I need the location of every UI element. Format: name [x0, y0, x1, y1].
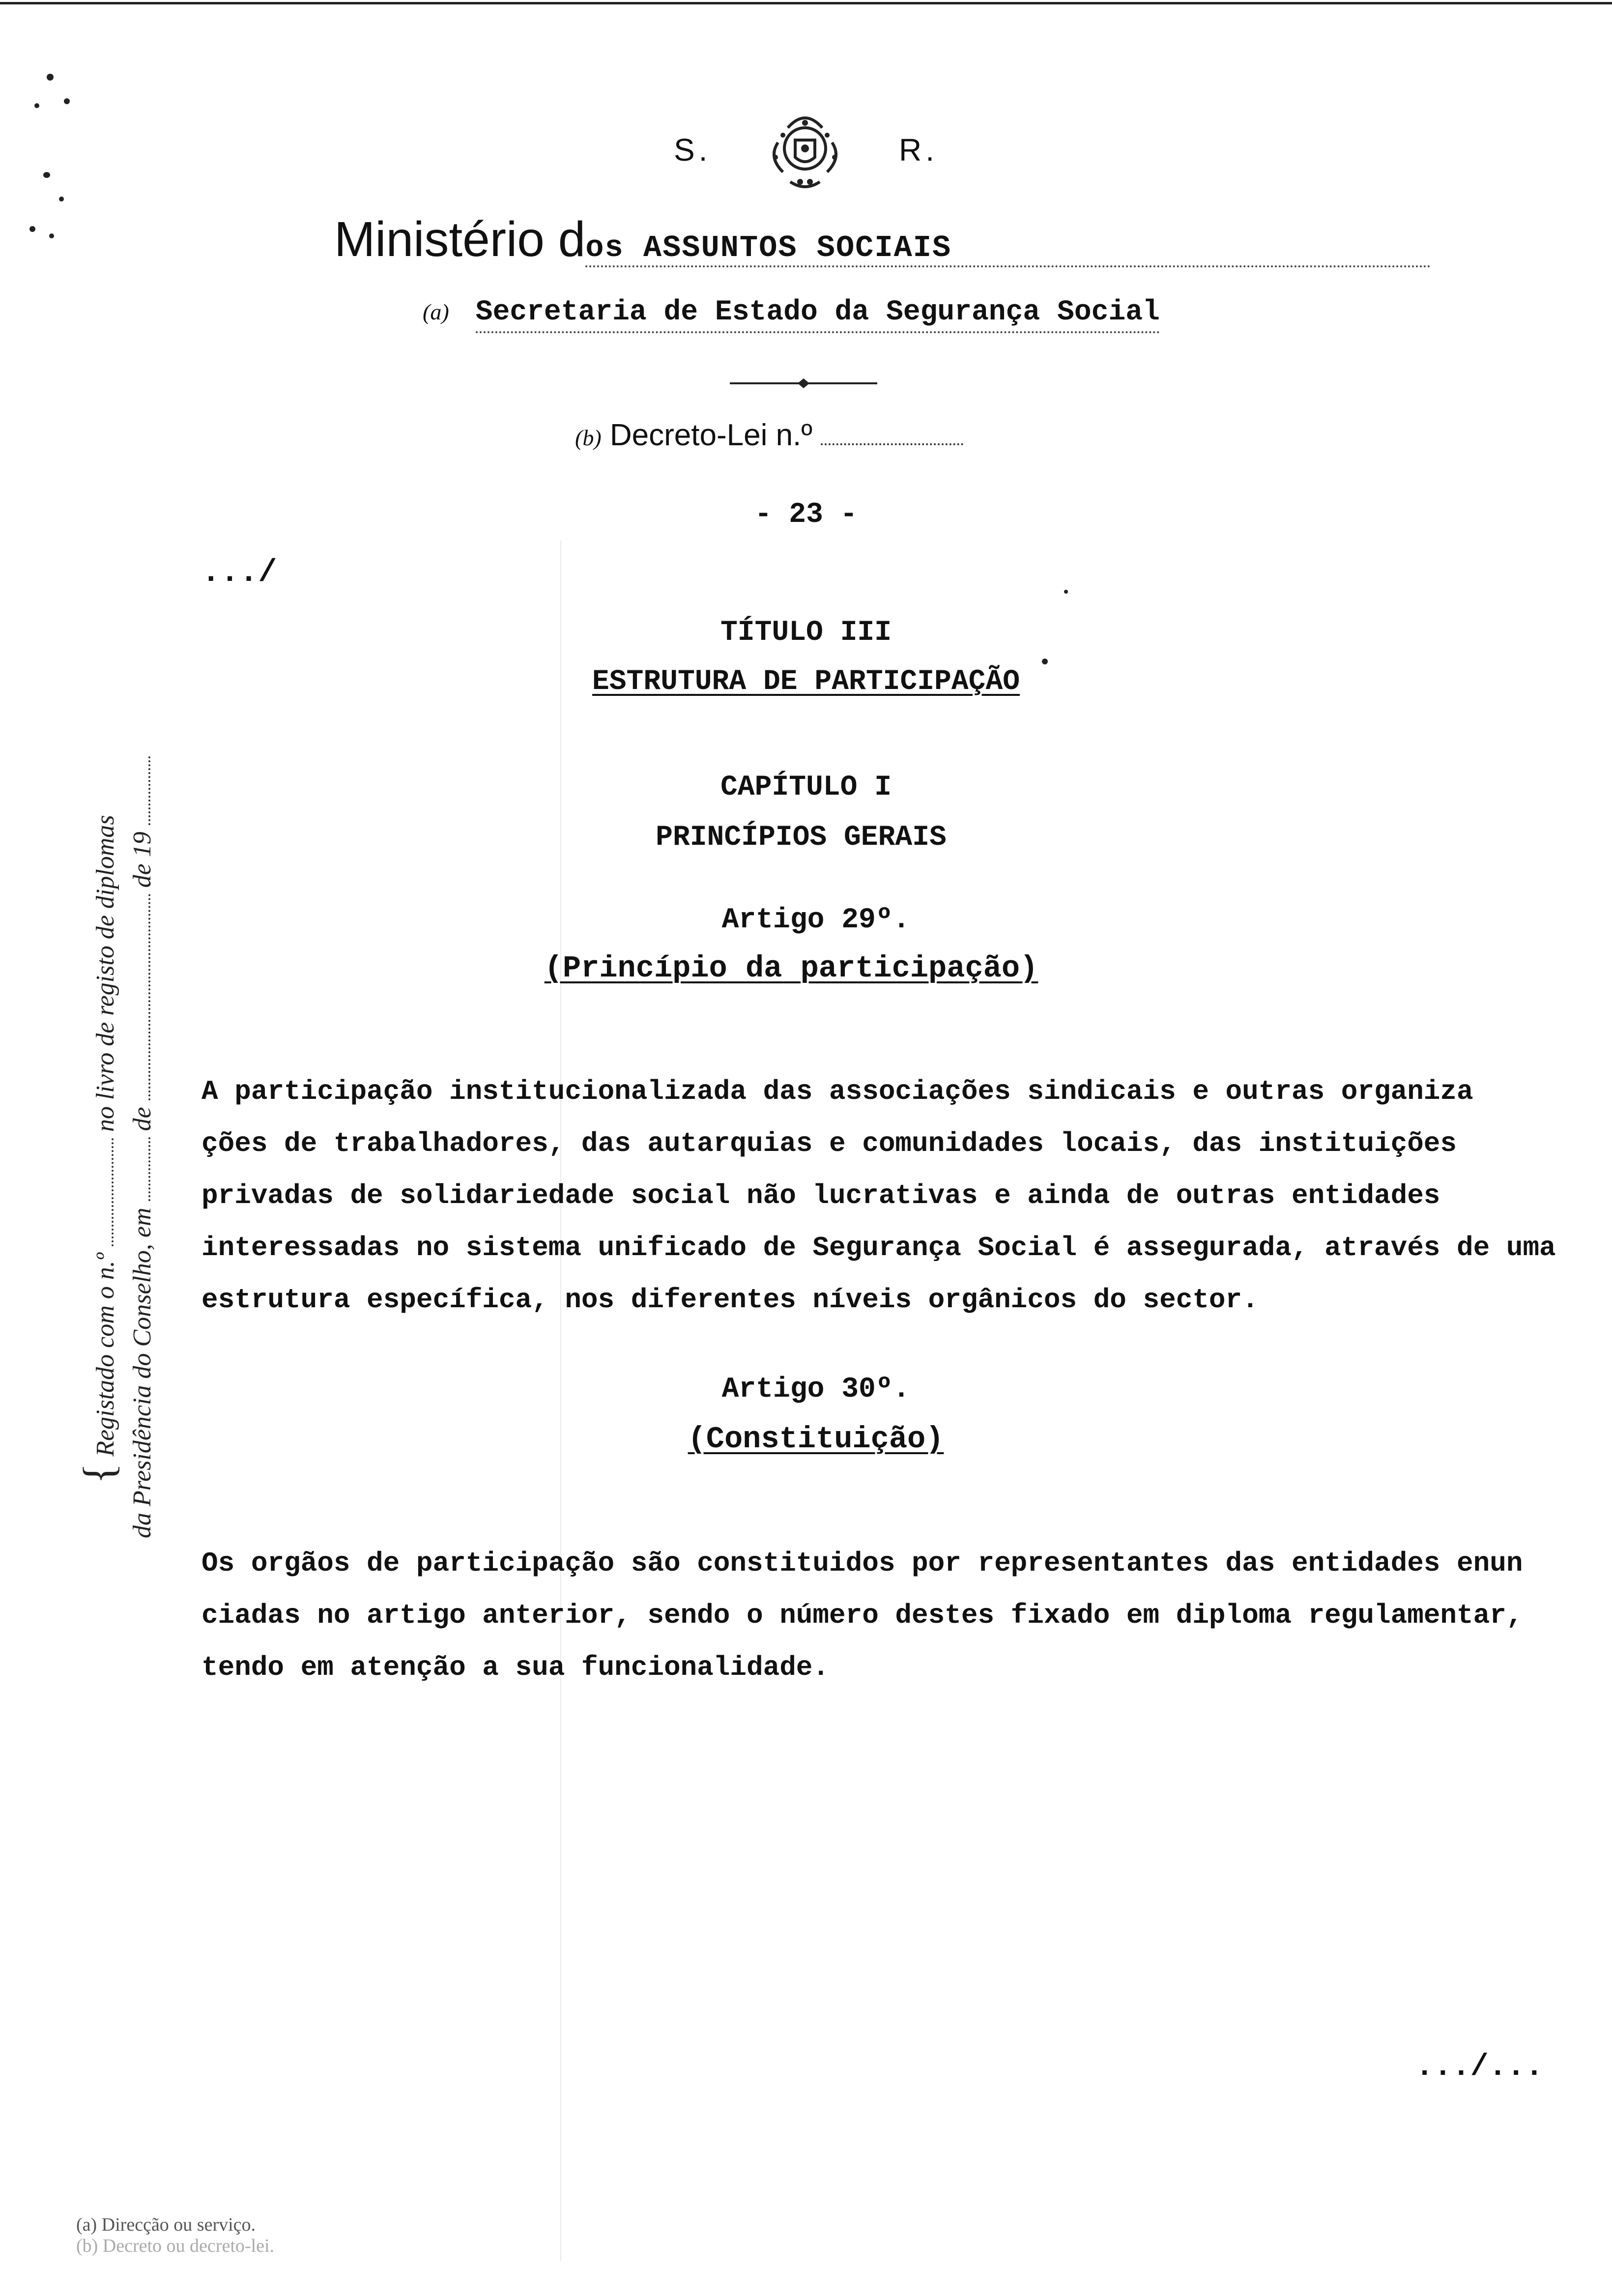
article-30-subtitle: (Constituição): [688, 1422, 944, 1457]
titulo-subtitle: ESTRUTURA DE PARTICIPAÇÃO: [592, 666, 1020, 698]
titulo-heading: TÍTULO III: [720, 617, 892, 649]
top-border: [0, 2, 1612, 4]
republic-emblem-icon: [758, 108, 852, 192]
article-29-heading: Artigo 29º.: [721, 904, 910, 936]
footnote-b: (b) Decreto ou decreto-lei.: [76, 2236, 275, 2256]
ministry-prefix: Ministério d: [334, 212, 586, 267]
article-29-line: ções de trabalhadores, das autarquias e comunidades locais, das instituições: [202, 1128, 1457, 1159]
scan-speck: [49, 233, 54, 238]
article-29-body: [202, 1065, 1578, 1326]
decreto-text: Decreto-Lei n.º: [609, 418, 812, 452]
decreto-number-blank: [821, 443, 963, 445]
scan-speck: [29, 226, 35, 232]
scan-speck: [59, 197, 64, 201]
secretaria-label: (a): [423, 299, 449, 324]
capitulo-heading: CAPÍTULO I: [720, 772, 892, 804]
article-30-body: [202, 1537, 1578, 1693]
secretaria-name: Secretaria de Estado da Segurança Social: [476, 296, 1160, 333]
scan-speck: [64, 98, 70, 104]
article-30-line: ciadas no artigo anterior, sendo o número destes fixado em diploma regulamentar,: [202, 1600, 1523, 1631]
scan-speck: [47, 74, 54, 81]
decreto-line: [575, 418, 963, 453]
footnote-a: (a) Direcção ou serviço.: [76, 2214, 256, 2235]
margin-registry-line-1: { Registado com o n.º no livro de registo de diplomas: [75, 815, 123, 1484]
article-30-heading: Artigo 30º.: [721, 1374, 910, 1406]
article-30-line: tendo em atenção a sua funcionalidade.: [202, 1652, 830, 1683]
scan-speck: [1042, 659, 1048, 664]
article-29-line: estrutura específica, nos diferentes níveis orgânicos do sector.: [202, 1284, 1259, 1316]
ministry-name: os ASSUNTOS SOCIAIS: [585, 230, 1431, 267]
margin-registry-line-2: da Presidência do Conselho, em de de 19: [128, 756, 157, 1538]
article-29-line: interessadas no sistema unificado de Segurança Social é assegurada, através de uma: [202, 1232, 1556, 1263]
scan-speck: [1064, 590, 1068, 594]
capitulo-subtitle: PRINCÍPIOS GERAIS: [656, 822, 947, 854]
article-29-line: A participação institucionalizada das associações sindicais e outras organiza: [202, 1076, 1473, 1107]
ministry-line: [334, 211, 1431, 268]
page-number: - 23 -: [754, 499, 858, 531]
scan-speck: [34, 103, 39, 108]
continued-to-marker: .../...: [1415, 2049, 1544, 2084]
decreto-label: (b): [575, 425, 602, 450]
letterhead-s: S.: [673, 132, 712, 168]
continued-from-marker: .../: [202, 555, 277, 591]
article-29-line: privadas de solidariedade social não lucrativas e ainda de outras entidades: [202, 1180, 1440, 1211]
scan-speck: [43, 172, 50, 178]
secretaria-line: [423, 295, 1160, 328]
divider-ornament: [730, 376, 877, 391]
article-29-subtitle: (Princípio da participação): [544, 951, 1038, 986]
letterhead-sr: [0, 108, 1612, 192]
article-30-line: Os orgãos de participação são constituidos por representantes das entidades enun: [202, 1548, 1523, 1579]
letterhead-r: R.: [899, 132, 939, 168]
